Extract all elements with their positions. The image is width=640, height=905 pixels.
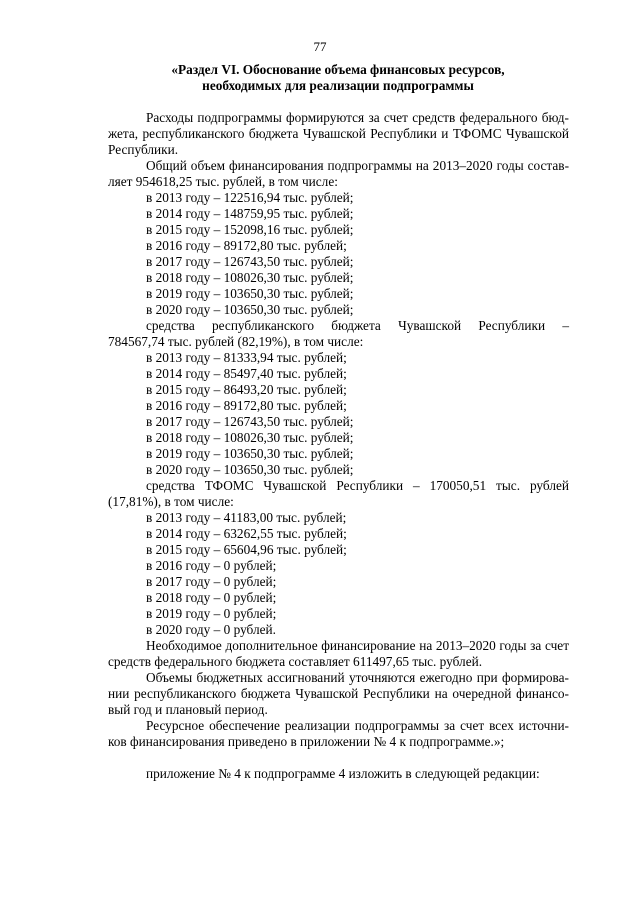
section-heading [108, 62, 568, 94]
text-line: Объемы бюджетных ассигнований уточняются ежегодно при формирова- [146, 670, 569, 685]
list-item: в 2019 году – 0 рублей; [146, 606, 277, 621]
list-item: в 2015 году – 152098,16 тыс. рублей; [146, 222, 354, 237]
list-item: в 2016 году – 0 рублей; [146, 558, 277, 573]
text-line: (17,81%), в том числе: [108, 494, 234, 509]
text-line: вый год и плановый период. [108, 702, 268, 717]
text-line: Республики. [108, 142, 179, 157]
tfoms-years-list [108, 510, 569, 638]
text-line: средства республиканского бюджета Чувашской Республики – [146, 318, 569, 333]
list-item: в 2014 году – 63262,55 тыс. рублей; [146, 526, 347, 541]
list-item: в 2020 году – 103650,30 тыс. рублей; [146, 302, 354, 317]
text-line: 784567,74 тыс. рублей (82,19%), в том числе: [108, 334, 364, 349]
text-line: жета, республиканского бюджета Чувашской Республики и ТФОМС Чувашской [108, 126, 569, 141]
list-item: в 2015 году – 65604,96 тыс. рублей; [146, 542, 347, 557]
total-years-list [108, 190, 569, 318]
text-line: ков финансирования приведено в приложении № 4 к подпрограмме.»; [108, 734, 505, 749]
page-number: 77 [313, 39, 327, 54]
heading-line: необходимых для реализации подпрограммы [202, 78, 474, 93]
text-line: средства ТФОМС Чувашской Республики – 170050,51 тыс. рублей [146, 478, 569, 493]
list-item: в 2019 году – 103650,30 тыс. рублей; [146, 446, 354, 461]
list-item: в 2020 году – 103650,30 тыс. рублей; [146, 462, 354, 477]
list-item: в 2015 году – 86493,20 тыс. рублей; [146, 382, 347, 397]
text-line: Общий объем финансирования подпрограммы на 2013–2020 годы состав- [146, 158, 569, 173]
paragraph-allocations [108, 670, 569, 718]
text-line: Ресурсное обеспечение реализации подпрограммы за счет всех источни- [146, 718, 569, 733]
text-line: ляет 954618,25 тыс. рублей, в том числе: [108, 174, 338, 189]
text-line: средств федерального бюджета составляет 611497,65 тыс. рублей. [108, 654, 483, 669]
list-item: в 2017 году – 126743,50 тыс. рублей; [146, 254, 354, 269]
list-item: в 2013 году – 41183,00 тыс. рублей; [146, 510, 347, 525]
paragraph-tfoms [108, 478, 569, 510]
paragraph-appendix [108, 766, 569, 782]
list-item: в 2013 году – 122516,94 тыс. рублей; [146, 190, 354, 205]
paragraph-additional [108, 638, 569, 670]
paragraph-republic [108, 318, 569, 350]
list-item: в 2014 году – 148759,95 тыс. рублей; [146, 206, 354, 221]
paragraph-total [108, 158, 569, 190]
heading-line: «Раздел VI. Обоснование объема финансовых ресурсов, [171, 62, 505, 77]
list-item: в 2014 году – 85497,40 тыс. рублей; [146, 366, 347, 381]
text-line: Расходы подпрограммы формируются за счет средств федерального бюд- [146, 110, 569, 125]
list-item: в 2018 году – 0 рублей; [146, 590, 277, 605]
text-line: нии республиканского бюджета Чувашской Республики на очередной финансо- [108, 686, 569, 701]
text-line: Необходимое дополнительное финансирование на 2013–2020 годы за счет [146, 638, 569, 653]
list-item: в 2016 году – 89172,80 тыс. рублей; [146, 398, 347, 413]
list-item: в 2017 году – 0 рублей; [146, 574, 277, 589]
text-line: приложение № 4 к подпрограмме 4 изложить в следующей редакции: [146, 766, 540, 781]
list-item: в 2018 году – 108026,30 тыс. рублей; [146, 430, 354, 445]
list-item: в 2019 году – 103650,30 тыс. рублей; [146, 286, 354, 301]
list-item: в 2017 году – 126743,50 тыс. рублей; [146, 414, 354, 429]
paragraph-intro [108, 110, 569, 158]
list-item: в 2020 году – 0 рублей. [146, 622, 276, 637]
list-item: в 2016 году – 89172,80 тыс. рублей; [146, 238, 347, 253]
list-item: в 2018 году – 108026,30 тыс. рублей; [146, 270, 354, 285]
list-item: в 2013 году – 81333,94 тыс. рублей; [146, 350, 347, 365]
republic-years-list [108, 350, 569, 478]
paragraph-resource [108, 718, 569, 750]
